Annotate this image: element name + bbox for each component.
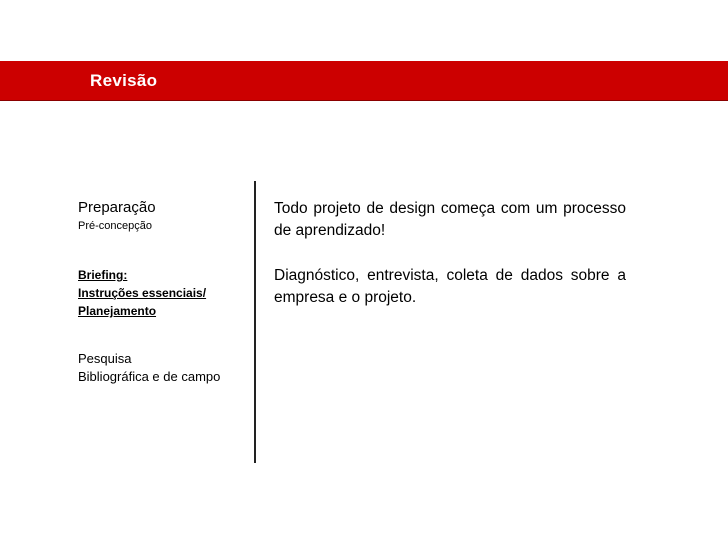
slide-title: Revisão bbox=[90, 71, 158, 90]
preparation-subheading: Pré-concepção bbox=[78, 220, 152, 232]
title-band bbox=[0, 61, 728, 101]
research-type: Bibliográfica e de campo bbox=[78, 369, 221, 384]
vertical-divider bbox=[254, 181, 256, 463]
paragraph-diagnosis: Diagnóstico, entrevista, coleta de dados sobre a empresa e o projeto. bbox=[274, 267, 626, 306]
research-label: Pesquisa bbox=[78, 351, 132, 366]
preparation-heading: Preparação bbox=[78, 199, 156, 216]
briefing-label: Briefing: bbox=[78, 268, 128, 282]
briefing-planning: Planejamento bbox=[78, 304, 157, 318]
briefing-essentials: Instruções essenciais/ bbox=[78, 286, 207, 300]
paragraph-learning: Todo projeto de design começa com um processo de aprendizado! bbox=[274, 200, 626, 239]
